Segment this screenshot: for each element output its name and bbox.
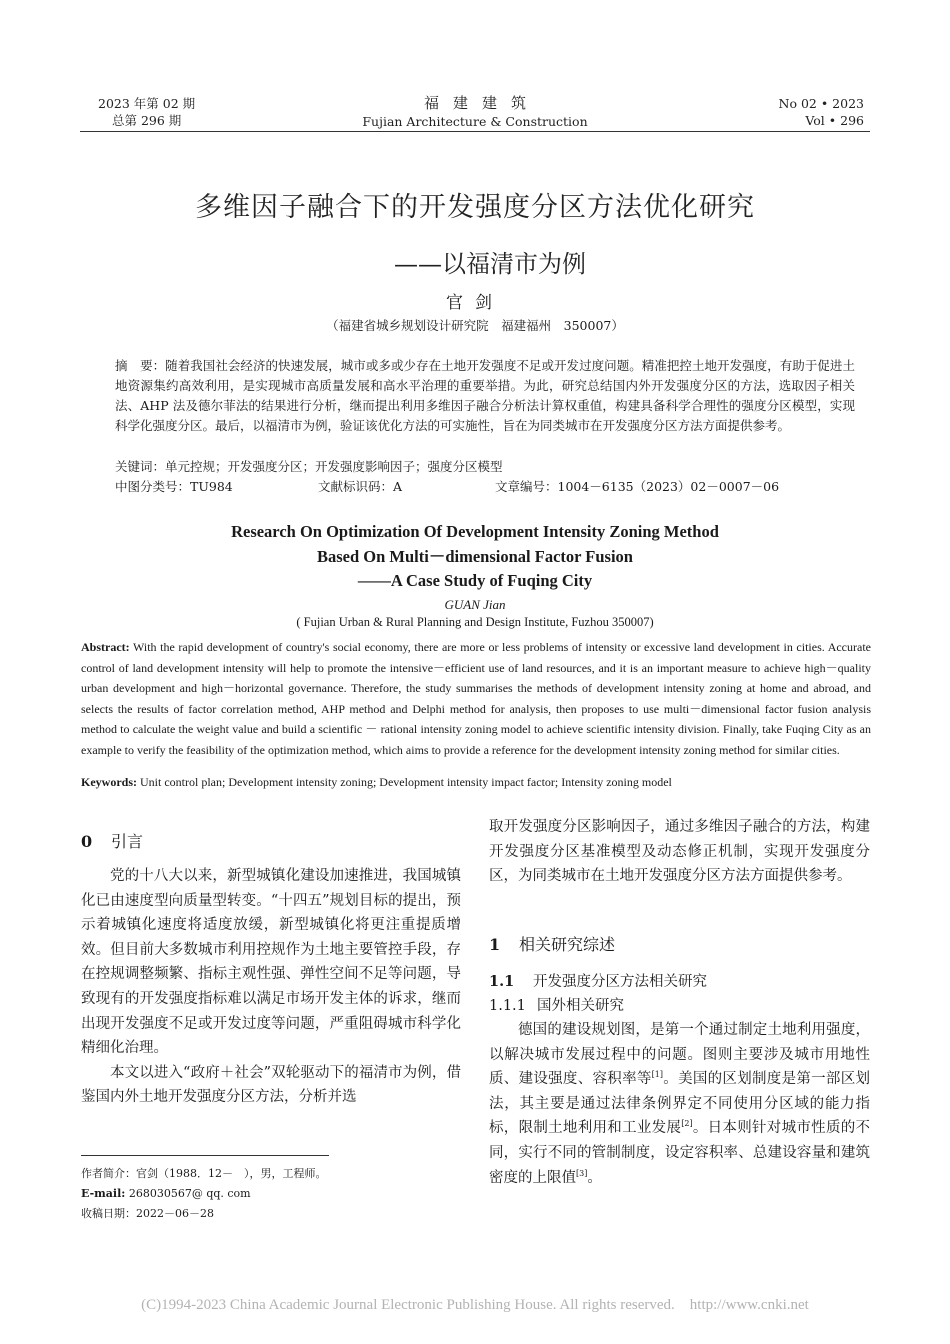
author-en: GUAN Jian [444, 597, 506, 612]
header-rule [80, 131, 870, 132]
subsection-heading-1-1-1 [489, 994, 870, 1015]
journal-name-en: Fujian Architecture & Construction [362, 114, 588, 129]
section-number: 1 [489, 935, 501, 954]
issue-number: 2023 年第 02 期 [98, 96, 196, 111]
section-title: 引言 [111, 832, 144, 851]
citation-1[interactable]: [1] [651, 1070, 663, 1080]
intro-body [81, 864, 461, 1110]
title-en-line1: Research On Optimization Of Development Intensity Zoning Method [231, 522, 719, 541]
paper-title-en [0, 520, 950, 594]
keywords-cn-label: 关键词： [115, 459, 166, 474]
subsection-title: 开发强度分区方法相关研究 [533, 974, 707, 990]
paper-title-cn: 多维因子融合下的开发强度分区方法优化研究 [195, 192, 755, 223]
subsection-number: 1.1 [489, 973, 515, 990]
section-heading-intro [81, 829, 461, 852]
subsection-heading-1-1 [489, 970, 870, 991]
intro-continued [489, 815, 870, 889]
document-code: 文献标识码：A [318, 479, 403, 494]
journal-name-cn: 福建建筑 [423, 94, 540, 112]
affiliation-cn: （福建省城乡规划设计研究院 福建福州 350007） [326, 318, 624, 333]
keywords-en-text: Unit control plan; Development intensity zoning; Development intensity impact factor; Intensity zoning model [137, 775, 672, 789]
subsection-title: 国外相关研究 [537, 998, 624, 1014]
issue-number-en: No 02 • 2023 [778, 96, 864, 111]
review-text-a: 德国的建设规划图，是第一个通过制定土地利用强度，以解决城市发展过程中的问题。图则主要涉及城市用地性质、建设强度、容积率等 [489, 1022, 870, 1088]
paper-subtitle-cn: ——以福清市为例 [394, 250, 586, 278]
abstract-en [81, 637, 871, 760]
email-value: 268030567@ qq. com [125, 1187, 251, 1200]
received-date: 收稿日期：2022－06－28 [81, 1207, 214, 1220]
author-bio: 作者简介：官剑（1988．12－ ），男，工程师。 [81, 1167, 327, 1180]
intro-paragraph-2-cont: 取开发强度分区影响因子，通过多维因子融合的方法，构建开发强度分区基准模型及动态修正机制，实现开发强度分区，为同类城市在土地开发强度分区方法方面提供参考。 [489, 819, 870, 885]
section-number: 0 [81, 832, 93, 851]
total-issue-number: 总第 296 期 [112, 113, 182, 128]
review-text-b: 。美国的区划制度是第一部区划法，其主要是通过法律条例界定不同使用分区域的能力指标，限制土地利用和工业发展 [489, 1071, 871, 1137]
section-title: 相关研究综述 [519, 935, 616, 954]
citation-3[interactable]: [3] [576, 1168, 588, 1178]
intro-paragraph-2: 本文以进入“政府＋社会”双轮驱动下的福清市为例，借鉴国内外土地开发强度分区方法，分析并选 [81, 1064, 461, 1106]
abstract-cn-label: 摘 要： [115, 358, 166, 373]
abstract-en-text: With the rapid development of country's social economy, there are more or less problems of intensity or excessive land development in cities. Accurate control of land development intensity will help to promote the intensive－efficient use of land resources, and it is an important measure to achieve high－quality urban development and high－horizontal governance. Therefore, the study summarises the methods of development intensity zoning at home and abroad, and selects the results of factor correlation method, AHP method and Delphi method for analysis, then proposes to use multi－dimensional factor fusion analysis method to calculate the weight value and build a scientific － rational intensity zoning model to achieve scientific intensity division. Finally, take Fuqing City as an example to verify the feasibility of the optimization method, which aims to provide a reference for the development intensity zoning method for similar cities. [81, 640, 871, 757]
author-cn: 官剑 [446, 293, 504, 313]
abstract-cn [115, 356, 855, 436]
footnote-rule [81, 1155, 329, 1156]
section-heading-review [489, 932, 870, 955]
affiliation-en: ( Fujian Urban & Rural Planning and Design Institute, Fuzhou 350007) [296, 615, 654, 629]
keywords-cn-text: 单元控规；开发强度分区；开发强度影响因子；强度分区模型 [165, 459, 503, 474]
review-text-c: 。日本则针对城市性质的不同，实行不同的管制制度，设定容积率、总建设容量和建筑密度的上限值 [489, 1120, 871, 1186]
volume-info [779, 95, 864, 129]
intro-paragraph-1: 党的十八大以来，新型城镇化建设加速推进，我国城镇化已由速度型向质量型转变。“十四五”规划目标的提出，预示着城镇化速度将适度放缓，新型城镇化将更注重提质增效。但目前大多数城市利用控规作为土地主要管控手段，存在控规调整频繁、指标主观性强、弹性空间不足等问题，导致现有的开发强度指标难以满足市场开发主体的诉求，继而出现开发强度不足或开发过度等问题，严重阻碍城市科学化精细化治理。 [81, 868, 461, 1057]
abstract-cn-text: 随着我国社会经济的快速发展，城市或多或少存在土地开发强度不足或开发过度问题。精准把控土地开发强度，有助于促进土地资源集约高效利用，是实现城市高质量发展和高水平治理的重要举措。为此，研究总结国内外开发强度分区的方法，选取因子相关法、AHP 法及德尔菲法的结果进行分析，继而提出利用多维因子融合分析法计算权重值，构建具备科学合理性的强度分区模型，实现科学化强度分区。最后，以福清市为例，验证该优化方法的可实施性，旨在为同类城市在开发强度分区方法方面提供参考。 [115, 358, 855, 433]
copyright-footer: (C)1994-2023 China Academic Journal Electronic Publishing House. All rights reserved. http://www.cnki.net [141, 1297, 809, 1313]
clc-number: 中图分类号：TU984 [115, 479, 233, 494]
keywords-en [81, 775, 672, 790]
volume-number: Vol • 296 [805, 113, 864, 128]
title-en-line3: ——A Case Study of Fuqing City [357, 571, 593, 590]
review-paragraph [489, 1018, 870, 1190]
review-body [489, 1018, 870, 1190]
abstract-en-label: Abstract: [81, 640, 130, 654]
keywords-cn [115, 457, 503, 477]
keywords-en-label: Keywords: [81, 775, 137, 789]
subsection-number: 1.1.1 [489, 998, 526, 1014]
article-number: 文章编号：1004－6135（2023）02－0007－06 [495, 479, 780, 494]
citation-2[interactable]: [2] [681, 1119, 693, 1129]
review-text-d: 。 [587, 1169, 602, 1186]
email-label: E-mail: [81, 1187, 126, 1200]
title-en-line2: Based On Multi－dimensional Factor Fusion [317, 546, 633, 566]
author-email [81, 1184, 251, 1204]
